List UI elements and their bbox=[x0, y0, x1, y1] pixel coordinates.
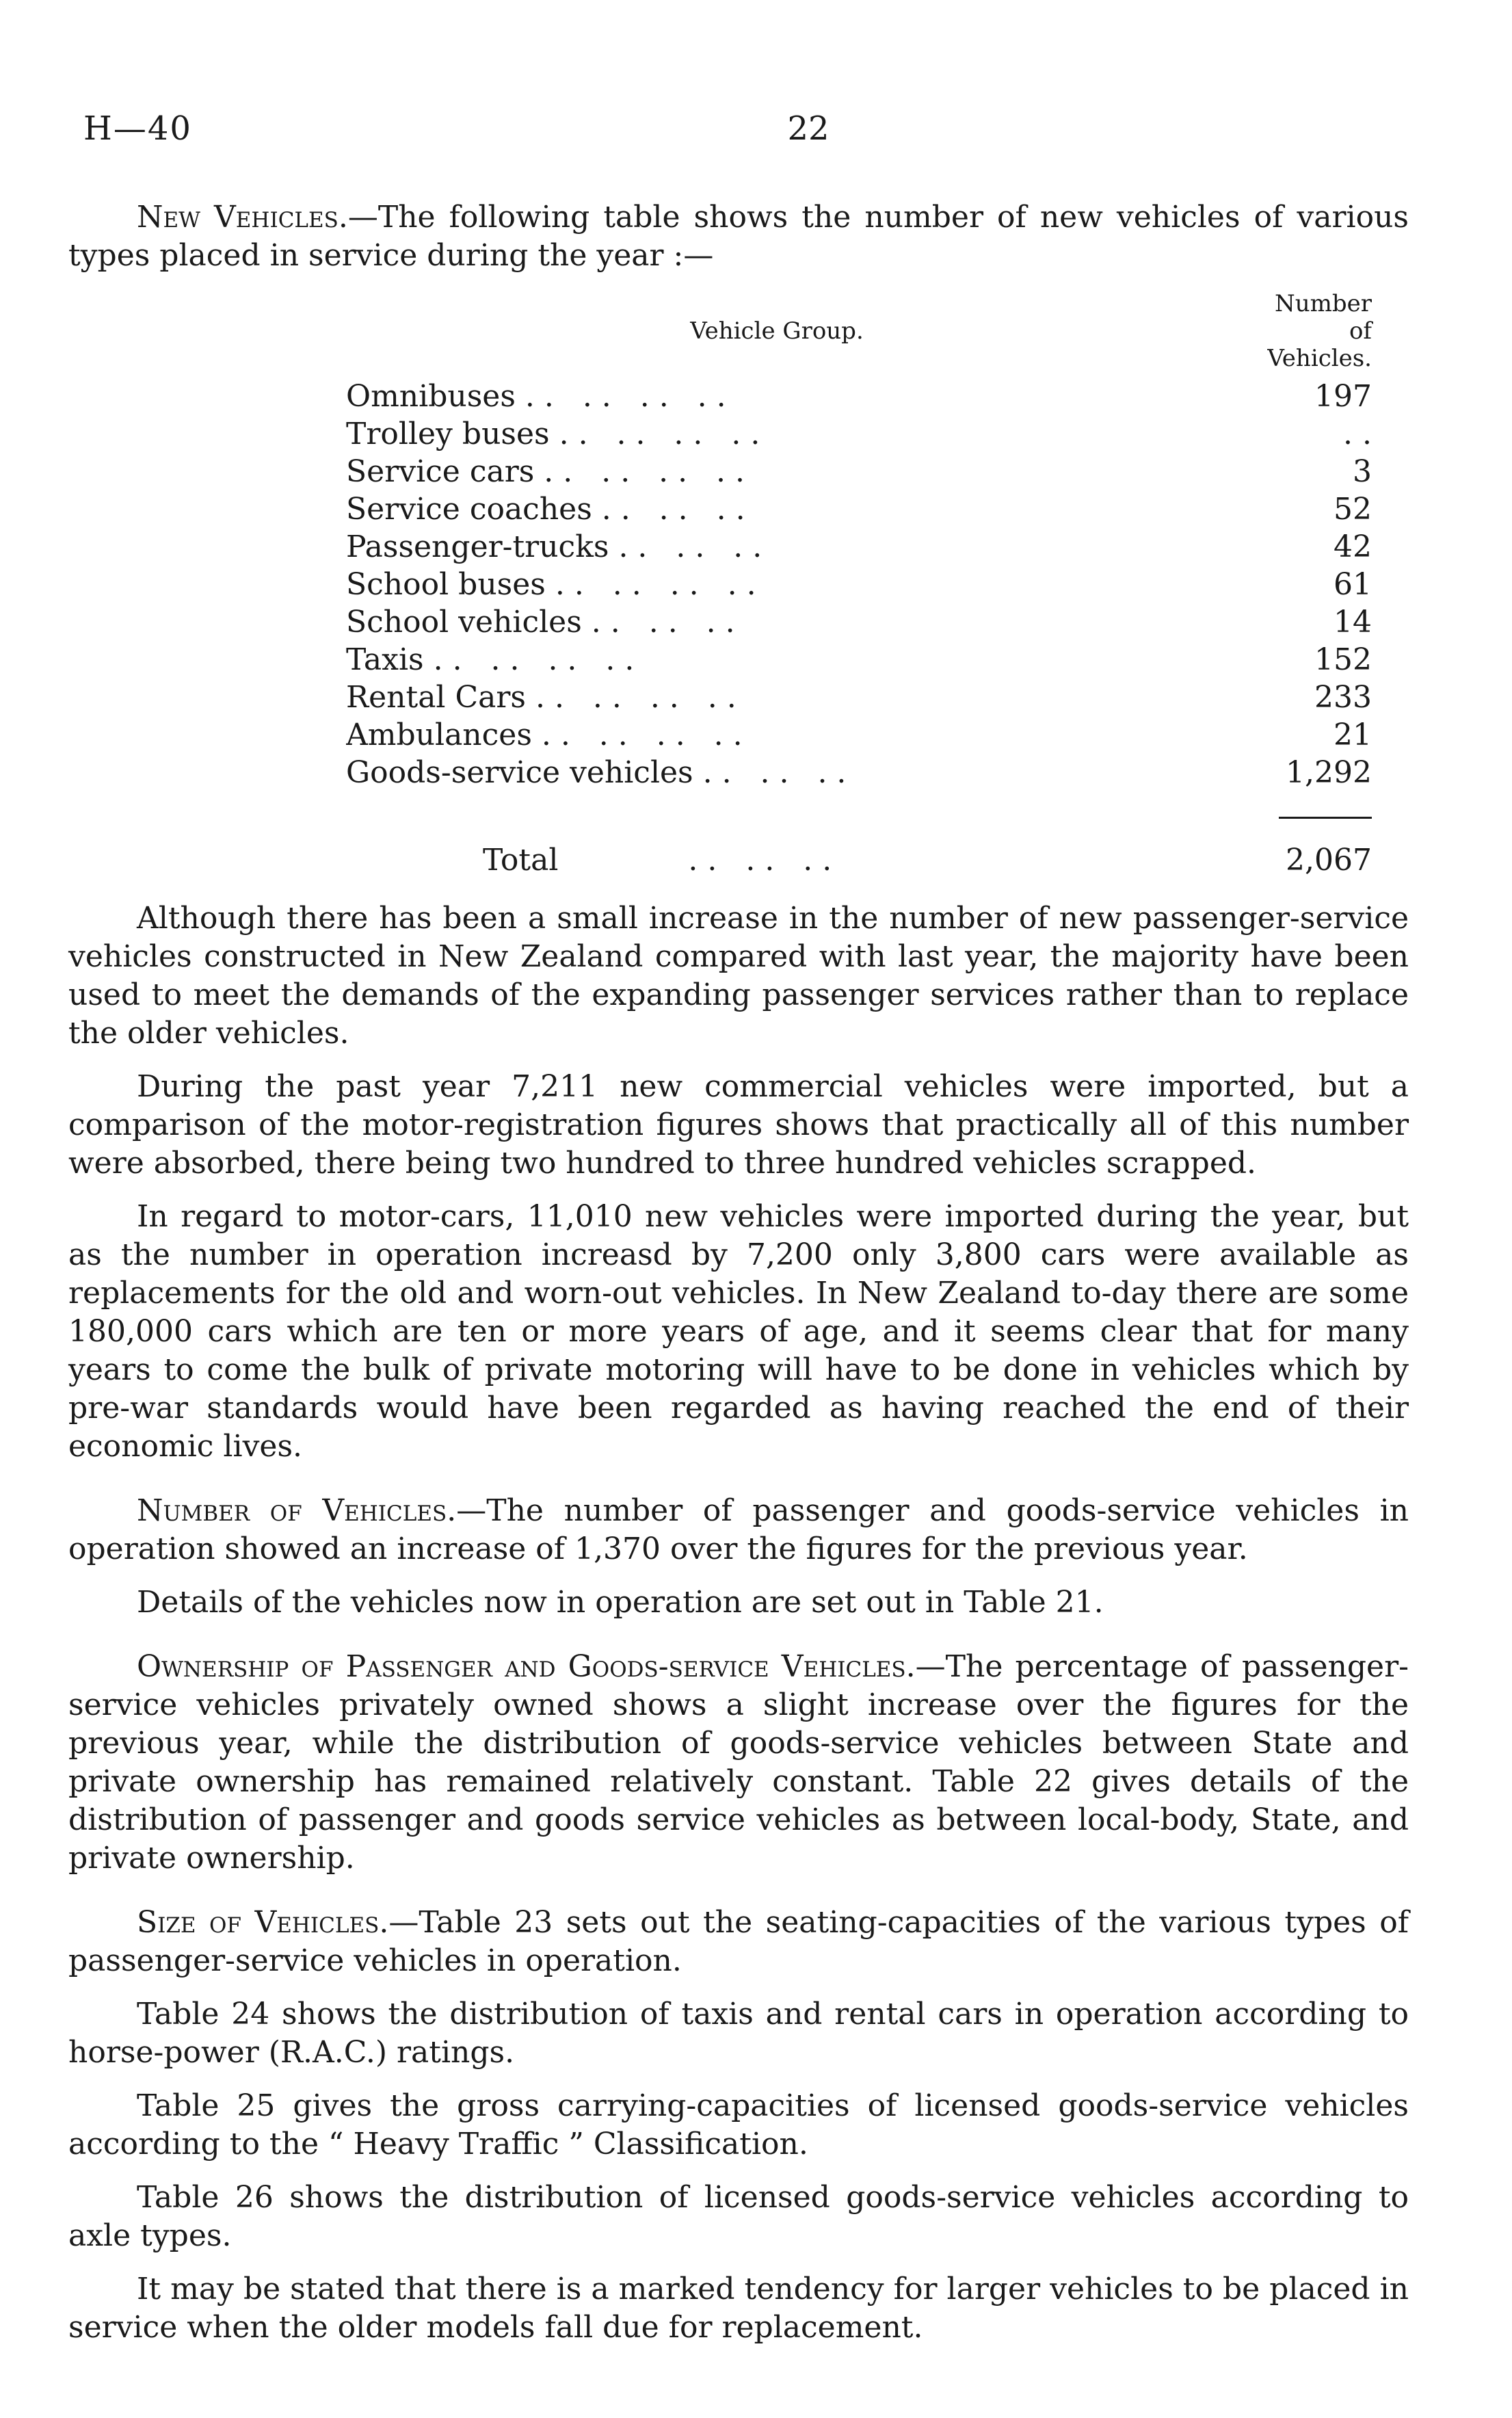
vehicle-count-cell: 233 bbox=[1314, 680, 1372, 715]
dot-leader: . . . . . . . . bbox=[515, 379, 726, 414]
table-row bbox=[346, 679, 1372, 716]
table-row bbox=[346, 754, 1372, 791]
paragraph-passenger-service-increase: Although there has been a small increase in the number of new passenger-service vehicles constructed in New Zealand compared with last year, the majority have been used to meet the demands of the expanding passenger services rather than to replace the older vehicles. bbox=[68, 901, 1409, 1051]
column-header-number-of-vehicles: Number of Vehicles. bbox=[1267, 290, 1372, 372]
paragraph-larger-vehicles: It may be stated that there is a marked tendency for larger vehicles to be placed in service when the older models fall due for replacement. bbox=[68, 2272, 1409, 2345]
vehicle-count-cell: 42 bbox=[1334, 529, 1372, 564]
paragraph-table-24: Table 24 shows the distribution of taxis and rental cars in operation according to horse-power (R.A.C.) ratings. bbox=[68, 1997, 1409, 2070]
size-of-vehicles-heading: Size of Vehicles. bbox=[137, 1905, 389, 1940]
table-row bbox=[346, 490, 1372, 528]
table-row bbox=[346, 641, 1372, 679]
dot-leader: . . . . . . bbox=[581, 605, 735, 640]
vehicle-group-label: Taxis bbox=[346, 642, 424, 677]
vehicle-count-cell: 197 bbox=[1314, 379, 1372, 414]
paragraph-motor-cars: In regard to motor-cars, 11,010 new vehicles were imported during the year, but as the number in operation increasd by 7,200 only 3,800 cars were available as replacements for the old and worn-out vehicles. In New Zealand to-day there are some 180,000 cars which are ten or more years of age, and it seems clear that for many years to come the bulk of private motoring will have to be done in vehicles which by pre-war standards would have been regarded as having reached the end of their economic lives. bbox=[68, 1199, 1409, 1464]
page-header bbox=[83, 109, 1424, 164]
vehicle-count-cell: 14 bbox=[1334, 605, 1372, 640]
vehicle-group-label: School vehicles bbox=[346, 605, 582, 640]
vehicle-group-cell bbox=[346, 716, 1208, 754]
total-label: Total bbox=[483, 843, 559, 878]
table-row bbox=[346, 716, 1372, 754]
table-row bbox=[346, 528, 1372, 566]
column-header-vehicle-group: Vehicle Group. bbox=[690, 317, 864, 345]
size-of-vehicles-text: —Table 23 sets out the seating-capacities of the various types of passenger-service vehicles in operation. bbox=[68, 1905, 1409, 1978]
document-reference: H—40 bbox=[83, 109, 192, 148]
paragraph-table-26: Table 26 shows the distribution of licensed goods-service vehicles according to axle types. bbox=[68, 2180, 1409, 2253]
vehicle-count-cell: . . bbox=[1343, 417, 1372, 451]
total-rule-cell bbox=[1208, 791, 1372, 826]
total-row bbox=[346, 826, 1372, 879]
table-row bbox=[346, 415, 1372, 453]
new-vehicles-table-body bbox=[346, 378, 1372, 879]
vehicle-group-cell bbox=[346, 641, 1208, 679]
dot-leader: . . . . . . . . bbox=[531, 718, 743, 752]
vehicle-count-cell: 152 bbox=[1314, 642, 1372, 677]
total-rule-row bbox=[346, 791, 1372, 826]
number-of-vehicles-heading: Number of Vehicles. bbox=[137, 1493, 457, 1528]
vehicle-group-cell bbox=[346, 528, 1208, 566]
vehicle-group-cell bbox=[346, 415, 1208, 453]
ownership-paragraph bbox=[68, 1648, 1409, 1878]
vehicle-count-cell: 3 bbox=[1353, 454, 1372, 489]
new-vehicles-intro-text: —The following table shows the number of new vehicles of various types placed in service during the year :— bbox=[68, 200, 1409, 273]
vehicle-group-label: School buses bbox=[346, 567, 546, 602]
table-row bbox=[346, 603, 1372, 641]
paragraph-commercial-imports: During the past year 7,211 new commercial vehicles were imported, but a comparison of the motor-registration figures shows that practically all of this number were absorbed, there being two hundred to three hundred vehicles scrapped. bbox=[68, 1069, 1409, 1181]
dot-leader: . . . . . . . . bbox=[526, 680, 737, 715]
dot-leader: . . . . . . . . bbox=[549, 417, 760, 451]
table-row bbox=[346, 378, 1372, 415]
ownership-text: —The percentage of passenger-service vehicles privately owned shows a slight increase over the figures for the previous year, while the distribution of goods-service vehicles between State and private ownership has remained relatively constant. Table 22 gives details of the distribution of passenger and goods service vehicles as between local-body, State, and private ownership. bbox=[68, 1649, 1409, 1876]
vehicle-group-label: Rental Cars bbox=[346, 680, 526, 715]
table-row bbox=[346, 453, 1372, 490]
paragraph-table-25: Table 25 gives the gross carrying-capacities of licensed goods-service vehicles according to the “ Heavy Traffic ” Classification. bbox=[68, 2088, 1409, 2161]
dot-leader: . . . . . . . . bbox=[534, 454, 745, 489]
vehicle-group-label: Service cars bbox=[346, 454, 535, 489]
vehicle-count-cell: 1,292 bbox=[1286, 755, 1372, 790]
vehicle-count-cell: 61 bbox=[1334, 567, 1372, 602]
number-of-vehicles-paragraph bbox=[68, 1492, 1409, 1568]
vehicle-count-cell: 52 bbox=[1334, 492, 1372, 527]
vehicle-group-cell bbox=[346, 754, 1208, 791]
size-of-vehicles-paragraph bbox=[68, 1904, 1409, 1980]
vehicle-group-cell bbox=[346, 679, 1208, 716]
dot-leader: . . . . . . . . bbox=[423, 642, 635, 677]
vehicle-group-label: Ambulances bbox=[346, 718, 532, 752]
new-vehicles-heading: New Vehicles. bbox=[137, 200, 348, 235]
page-body bbox=[68, 198, 1409, 2362]
vehicle-group-label: Omnibuses bbox=[346, 379, 516, 414]
total-rule bbox=[1279, 817, 1372, 819]
vehicle-group-cell bbox=[346, 453, 1208, 490]
vehicle-group-label: Trolley buses bbox=[346, 417, 550, 451]
dot-leader: . . . . . . bbox=[693, 755, 847, 790]
vehicle-group-cell bbox=[346, 490, 1208, 528]
ownership-heading: Ownership of Passenger and Goods-service Vehicles. bbox=[137, 1649, 916, 1684]
dot-leader: . . . . . . bbox=[688, 843, 832, 878]
dot-leader: . . . . . . bbox=[592, 492, 745, 527]
vehicle-count-cell: 21 bbox=[1334, 718, 1372, 752]
page-number: 22 bbox=[787, 109, 830, 148]
total-label-cell bbox=[346, 826, 1208, 879]
dot-leader: . . . . . . . . bbox=[545, 567, 756, 602]
vehicle-group-cell bbox=[346, 566, 1208, 603]
number-of-vehicles-details: Details of the vehicles now in operation are set out in Table 21. bbox=[137, 1585, 1104, 1620]
rule-spacer bbox=[346, 791, 1208, 826]
vehicle-group-label: Service coaches bbox=[346, 492, 592, 527]
number-of-vehicles-text: —The number of passenger and goods-service vehicles in operation showed an increase of 1,370 over the figures for the previous year. bbox=[68, 1493, 1409, 1566]
new-vehicles-table bbox=[346, 290, 1372, 879]
vehicle-group-cell bbox=[346, 603, 1208, 641]
vehicle-group-label: Goods-service vehicles bbox=[346, 755, 693, 790]
dot-leader: . . . . . . bbox=[609, 529, 762, 564]
new-vehicles-intro bbox=[68, 198, 1409, 275]
table-row bbox=[346, 566, 1372, 603]
total-value: 2,067 bbox=[1286, 843, 1372, 878]
vehicle-group-cell bbox=[346, 378, 1208, 415]
vehicle-group-label: Passenger-trucks bbox=[346, 529, 609, 564]
